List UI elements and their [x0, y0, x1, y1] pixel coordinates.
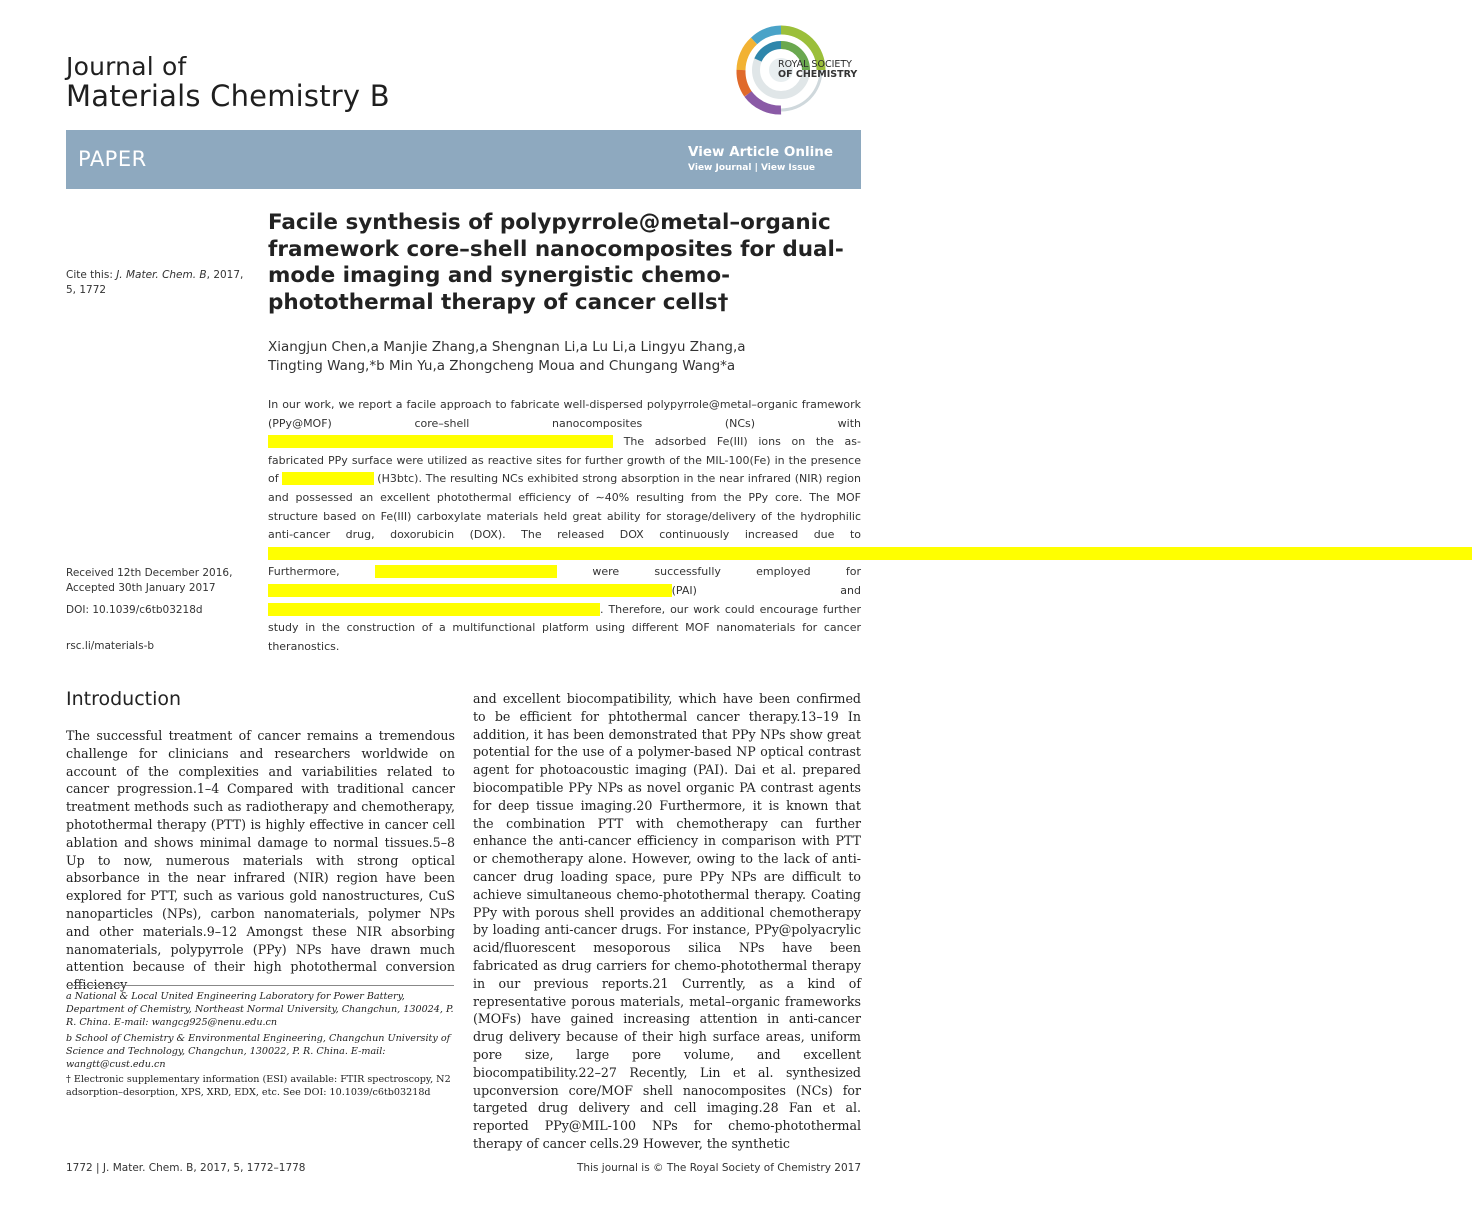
author-line-1: Xiangjun Chen,a Manjie Zhang,a Shengnan Li,a Lu Li,a Lingyu Zhang,a	[268, 339, 746, 355]
redacted-highlight: xxxxxxxxxxxxxxxxxxxxxxxxxxxxxxxxxxxxxxxxxxxxxxxxxxxxxxxxxxxxxx	[268, 583, 672, 597]
redacted-highlight: xxxxxxxxxxxxxxxxxxxxxxxxxxxxxxxxxxxxxxxxxxxxxxxxxxxxxxxxxxxxxxxxxxxxxxxxxxxxxxxxxxxxxxxxxxxxxxxxxxxxxxxxxxxxxxxxxxxxxxxxxxxxxxxxxxxxxxxxxxxxxxxxxxxxxxxxxxxxxxxxxxxxxxxxxxxxxxxxxxxxxxxxx	[268, 546, 1472, 560]
view-journal-issue-links[interactable]: View Journal | View Issue	[688, 163, 816, 173]
doi-text[interactable]: DOI: 10.1039/c6tb03218d	[66, 604, 203, 616]
cite-this: Cite this: J. Mater. Chem. B, 2017, 5, 1772	[66, 269, 244, 296]
journal-title-line2: Materials Chemistry B	[66, 79, 390, 113]
author-line-2: Tingting Wang,*b Min Yu,a Zhongcheng Moua and Chungang Wang*a	[268, 358, 736, 374]
article-title: Facile synthesis of polypyrrole@metal–organic framework core–shell nanocomposites for dual-mode imaging and synergistic chemo-photothermal therapy of cancer cells†	[268, 210, 844, 315]
body-column-right: and excellent biocompatibility, which have been confirmed to be efficient for phtothermal cancer therapy.13–19 In addition, it has been demonstrated that PPy NPs show great potential for the use of a polymer-based NP optical contrast agent for photoacoustic imaging (PAI). Dai et al. prepared biocompatible PPy NPs as novel organic PA contrast agents for deep tissue imaging.20 Furthermore, it is known that the combination PTT with chemotherapy can further enhance the anti-cancer efficiency in comparison with PTT or chemotherapy alone. However, owing to the lack of anti-cancer drug loading space, pure PPy NPs are difficult to achieve simultaneous chemo-photothermal therapy. Coating PPy with porous shell provides an additional chemotherapy by loading anti-cancer drugs. For instance, PPy@polyacrylic acid/fluorescent mesoporous silica NPs have been fabricated as drug carriers for chemo-photothermal therapy in our previous reports.21 Currently, as a kind of representative porous materials, metal–organic frameworks (MOFs) have gained increasing attention in anti-cancer drug delivery because of their high surface areas, uniform pore size, large pore volume, and excellent biocompatibility.22–27 Recently, Lin et al. synthesized upconversion core/MOF shell nanocomposites (NCs) for targeted drug delivery and cell imaging.28 Fan et al. reported PPy@MIL-100 NPs for chemo-photothermal therapy of cancer cells.29 However, the synthetic	[473, 691, 861, 1151]
view-online-box	[688, 144, 833, 173]
view-article-online-link[interactable]: View Article Online	[688, 144, 833, 160]
article-type-banner	[66, 130, 861, 189]
page-footer-left: 1772 | J. Mater. Chem. B, 2017, 5, 1772–1778	[66, 1162, 306, 1174]
esi-note: † Electronic supplementary information (ESI) available: FTIR spectroscopy, N2 adsorption–desorption, XPS, XRD, EDX, etc. See DOI: 10.1039/c6tb03218d	[66, 1074, 451, 1099]
received-accepted-dates: Received 12th December 2016, Accepted 30th January 2017	[66, 567, 233, 594]
redacted-highlight: xxxxxxxxxxxxxx	[282, 472, 374, 486]
redacted-highlight: xxxxxxxxxxxxxxxxxxxxxxxxxxxxxxxxxxxxxxxxxxxxxxxxxxxxx	[268, 435, 614, 449]
footnote-divider	[66, 985, 454, 986]
journal-title-line1: Journal of	[66, 52, 187, 81]
journal-title	[66, 54, 390, 111]
abstract: In our work, we report a facile approach to fabricate well-dispersed polypyrrole@metal–organic framework (PPy@MOF) core–shell nanocomposites (NCs) with xxxxxxxxxxxxxxxxxxxxxxxxxxxxxxxxxxxxxxxxxxxxxxxxxxxxx The adsorbed Fe(III) ions on the as-fabricated PPy surface were utilized as reactive sites for further growth of the MIL-100(Fe) in the presence of xxxxxxxxxxxxxx (H3btc). The resulting NCs exhibited strong absorption in the near infrared (NIR) region and possessed an excellent photothermal efficiency of ∼40% resulting from the PPy core. The MOF structure based on Fe(III) carboxylate materials held great ability for storage/delivery of the hydrophilic anti-cancer drug, doxorubicin (DOX). The released DOX continuously increased due to xxxxxxxxxxxxxxxxxxxxxxxxxxxxxxxxxxxxxxxxxxxxxxxxxxxxxxxxxxxxxxxxxxxxxxxxxxxxxxxxxxxxxxxxxxxxxxxxxxxxxxxxxxxxxxxxxxxxxxxxxxxxxxxxxxxxxxxxxxxxxxxxxxxxxxxxxxxxxxxxxxxxxxxxxxxxxxxxxxxxxxxxx Furthermore, xxxxxxxxxxxxxxxxxxxxxxxxxxxx were successfully employed for xxxxxxxxxxxxxxxxxxxxxxxxxxxxxxxxxxxxxxxxxxxxxxxxxxxxxxxxxxxxxx(PAI) and xxxxxxxxxxxxxxxxxxxxxxxxxxxxxxxxxxxxxxxxxxxxxxxxxxx. Therefore, our work could encourage further study in the construction of a multifunctional platform using different MOF nanomaterials for cancer theranostics.	[268, 398, 1472, 653]
article-type-label: PAPER	[78, 147, 147, 171]
page-footer-right: This journal is © The Royal Society of Chemistry 2017	[577, 1162, 861, 1174]
journal-link[interactable]: rsc.li/materials-b	[66, 640, 155, 652]
author-list	[268, 338, 858, 376]
section-heading-introduction: Introduction	[66, 688, 182, 710]
redacted-highlight: xxxxxxxxxxxxxxxxxxxxxxxxxxxx	[374, 565, 558, 579]
redacted-highlight: xxxxxxxxxxxxxxxxxxxxxxxxxxxxxxxxxxxxxxxxxxxxxxxxxxx	[268, 602, 600, 616]
publisher-name: ROYAL SOCIETY OF CHEMISTRY	[778, 59, 858, 80]
affiliation-a: a National & Local United Engineering Laboratory for Power Battery, Department of Chemistry, Northeast Normal University, Changchun, 130024, P. R. China. E-mail: wangcg925@nenu.edu.cn	[66, 991, 454, 1029]
affiliation-b: b School of Chemistry & Environmental Engineering, Changchun University of Science and Technology, Changchun, 130022, P. R. China. E-mail: wangtt@cust.edu.cn	[66, 1032, 451, 1071]
footnotes	[66, 990, 456, 1102]
body-column-left: The successful treatment of cancer remains a tremendous challenge for clinicians and researchers worldwide on account of the complexities and variabilities related to cancer progression.1–4 Compared with traditional cancer treatment methods such as radiotherapy and chemotherapy, photothermal therapy (PTT) is highly effective in cancer cell ablation and shows minimal damage to normal tissues.5–8 Up to now, numerous materials with strong optical absorbance in the near infrared (NIR) region have been explored for PTT, such as various gold nanostructures, CuS nanoparticles (NPs), carbon nanomaterials, polymer NPs and other materials.9–12 Amongst these NIR absorbing nanomaterials, polypyrrole (PPy) NPs have drawn much attention because of their high photothermal conversion efficiency	[66, 728, 455, 993]
